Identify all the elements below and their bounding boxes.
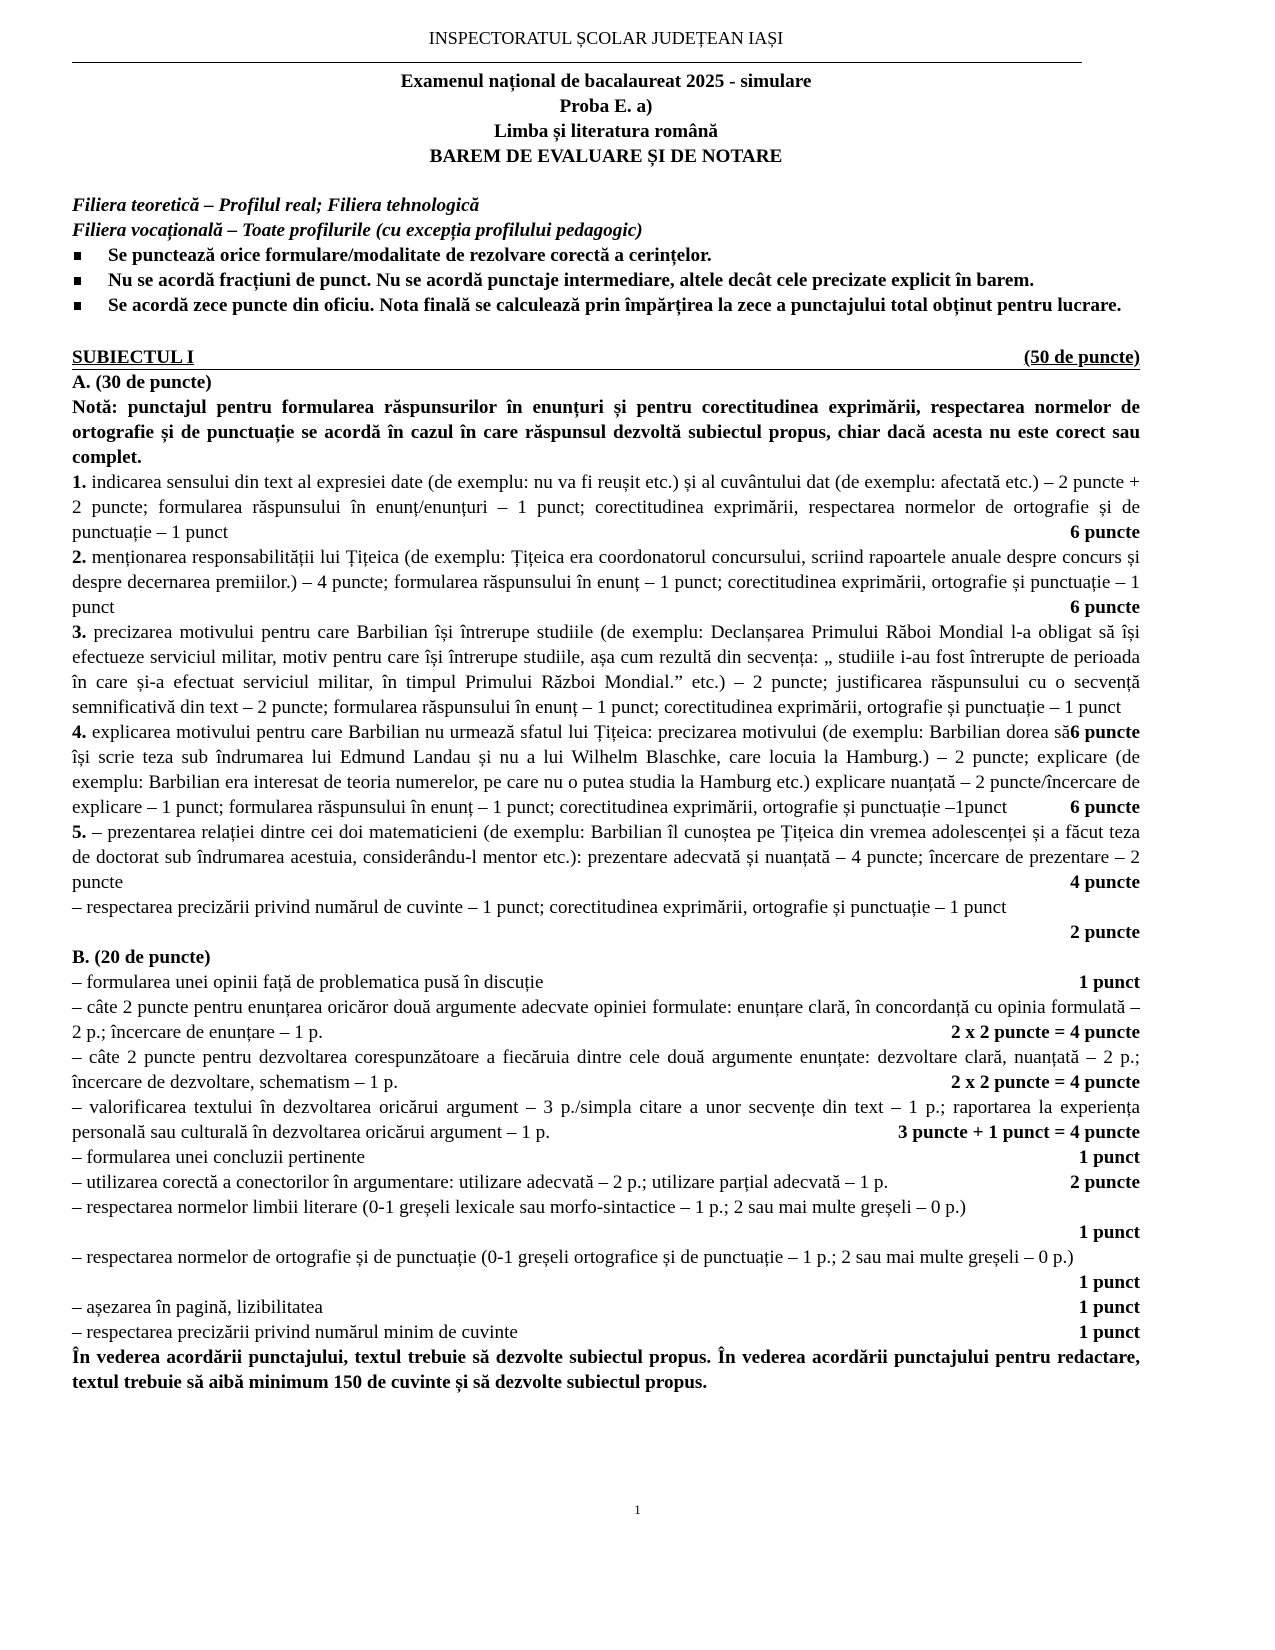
item-points: 1 punct: [1078, 1297, 1140, 1318]
scoring-item: [72, 995, 1140, 1045]
item-text: – formularea unei concluzii pertinente: [72, 1147, 366, 1168]
scoring-item: [72, 545, 1140, 620]
scoring-item: [72, 720, 1140, 820]
part-a-note: Notă: punctajul pentru formularea răspunsurilor în enunțuri și pentru corectitudinea exprimării, respectarea normelor de ortografie și de punctuație se acordă în cazul în care răspunsul dezvoltă subiectul propus, chiar dacă acesta nu este corect sau complet.: [72, 397, 1140, 468]
title-line: Limba și literatura română: [493, 121, 719, 142]
item-points: 2 puncte: [1070, 1172, 1140, 1193]
subject-points: (50 de puncte): [1023, 347, 1140, 368]
item-text: – respectarea precizării privind numărul minim de cuvinte: [72, 1322, 518, 1343]
document-title-block: [72, 69, 1140, 169]
item-points: 1 punct: [1078, 972, 1140, 993]
item-text: – utilizarea corectă a conectorilor în argumentare: utilizare adecvată – 2 p.; utilizare parțial adecvată – 1 p.: [72, 1172, 889, 1193]
rule-text: Se punctează orice formulare/modalitate de rezolvare corectă a cerințelor.: [108, 245, 712, 266]
subject-heading: [72, 346, 1140, 370]
item-number: 1.: [72, 472, 87, 493]
item-text: menționarea responsabilității lui Țițeica (de exemplu: Țițeica era coordonatorul concursului, scriind rapoartele anuale despre concurs și despre decernarea premiilor.) – 4 puncte; formularea răspunsului în enunț – 1 punct; corectitudinea exprimării, ortografie și punctuație – 1 punct: [72, 547, 1140, 618]
title-line: BAREM DE EVALUARE ȘI DE NOTARE: [429, 146, 783, 167]
part-a-items: [72, 470, 1140, 945]
item-points: 2 x 2 puncte = 4 puncte: [951, 1022, 1140, 1043]
scoring-item: [72, 1295, 1140, 1320]
institution-header: INSPECTORATUL ȘCOLAR JUDEȚEAN IAȘI: [428, 28, 784, 48]
rule-item: [72, 268, 1140, 293]
item-text: indicarea sensului din text al expresiei date (de exemplu: nu va fi reușit etc.) și al cuvântului dat (de exemplu: afectată etc.) – 2 puncte + 2 puncte; formularea răspunsului în enunț/enunțuri – 1 punct; corectitudinea exprimării, respectarea normelor de ortografie și de punctuație – 1 punct: [72, 472, 1140, 543]
item-points: 3 puncte + 1 punct = 4 puncte: [897, 1122, 1140, 1143]
page-number: 1: [634, 1502, 641, 1517]
scoring-item: [72, 1095, 1140, 1145]
scoring-item: [72, 820, 1140, 895]
item-points: 2 puncte: [1070, 922, 1140, 943]
item-points: 6 puncte: [1070, 797, 1140, 818]
item-points: 6 puncte: [1070, 597, 1140, 618]
rule-item: [72, 243, 1140, 268]
title-line: Proba E. a): [559, 96, 653, 117]
item-number: 4.: [72, 722, 87, 743]
scoring-item: [72, 1145, 1140, 1170]
item-text: – respectarea normelor de ortografie și de punctuație (0-1 greșeli ortografice și de punctuație – 1 p.; 2 sau mai multe greșeli – 0 p.): [72, 1247, 1074, 1268]
scoring-item: [72, 470, 1140, 545]
item-points: 1 punct: [1078, 1272, 1140, 1293]
filiera-block: [72, 193, 1140, 243]
document-page: [72, 26, 1140, 1395]
scoring-item: [72, 1320, 1140, 1345]
item-text: – respectarea normelor limbii literare (0-1 greșeli lexicale sau morfo-sintactice – 1 p.; 2 sau mai multe greșeli – 0 p.): [72, 1197, 967, 1218]
scoring-item: [72, 1170, 1140, 1195]
item-text: – câte 2 puncte pentru dezvoltarea corespunzătoare a fiecăruia dintre cele două argumente enunțate: dezvoltare clară, nuanțată – 2 p.; încercare de dezvoltare, schematism – 1 p.: [72, 1047, 1140, 1093]
header-rule: [72, 58, 1082, 63]
item-points: 1 punct: [1078, 1147, 1140, 1168]
item-points: 1 punct: [1078, 1222, 1140, 1243]
item-text: – respectarea precizării privind numărul de cuvinte – 1 punct; corectitudinea exprimării, ortografie și punctuație – 1 punct: [72, 897, 1007, 918]
filiera-line: Filiera teoretică – Profilul real; Filiera tehnologică: [72, 195, 480, 216]
rule-item: [72, 293, 1140, 318]
item-text: precizarea motivului pentru care Barbilian își întrerupe studiile (de exemplu: Declanșarea Primului Răboi Mondial l-a obligat să își efectueze serviciul militar, motiv pentru care își întrerupe studiile, așa cum rezultă din secvența: „ studiile i-au fost întrerupte de perioada în care și-a efectuat serviciul militar, în timpul Primului Război Mondial.” etc.) – 2 puncte; justificarea răspunsului cu o secvență semnificativă din text – 2 puncte; formularea răspunsului în enunț – 1 punct; corectitudinea exprimării, ortografie și punctuație – 1 punct: [72, 622, 1140, 718]
bullet-icon: [74, 277, 81, 285]
scoring-item: [72, 1045, 1140, 1095]
item-number: 2.: [72, 547, 87, 568]
item-points: 6 puncte: [1070, 522, 1140, 543]
item-points: 2 x 2 puncte = 4 puncte: [951, 1072, 1140, 1093]
filiera-line: Filiera vocațională – Toate profilurile (cu excepția profilului pedagogic): [72, 220, 643, 241]
item-text: – formularea unei opinii față de problematica pusă în discuție: [72, 972, 544, 993]
part-b-heading: B. (20 de puncte): [72, 947, 211, 968]
general-rules-list: [72, 243, 1140, 318]
item-text: – câte 2 puncte pentru enunțarea oricăror două argumente adecvate opiniei formulate: enunțare clară, în concordanță cu opinia formulată – 2 p.; încercare de enunțare – 1 p.: [72, 997, 1140, 1043]
title-line: Examenul național de bacalaureat 2025 - simulare: [400, 71, 812, 92]
item-number: 3.: [72, 622, 87, 643]
bullet-icon: [74, 302, 81, 310]
item-points: 4 puncte: [1070, 872, 1140, 893]
item-text: – valorificarea textului în dezvoltarea oricărui argument – 3 p./simpla citare a unor secvențe din text – 1 p.; raportarea la experiența personală sau culturală în dezvoltarea oricărui argument – 1 p.: [72, 1097, 1140, 1143]
scoring-item: [72, 895, 1140, 920]
scoring-item: [72, 1245, 1140, 1270]
final-note: În vederea acordării punctajului, textul trebuie să dezvolte subiectul propus. În vederea acordării punctajului pentru redactare, textul trebuie să aibă minimum 150 de cuvinte și să dezvolte subiectul propus.: [72, 1347, 1140, 1393]
bullet-icon: [74, 252, 81, 260]
item-text: – prezentarea relației dintre cei doi matematicieni (de exemplu: Barbilian îl cunoștea pe Țițeica din vremea adolescenței și a făcut teza de doctorat sub îndrumarea acestuia, considerându-l mentor etc.): prezentare adecvată și nuanțată – 4 puncte; încercare de prezentare – 2 puncte: [72, 822, 1140, 893]
item-text: explicarea motivului pentru care Barbilian nu urmează sfatul lui Țițeica: precizarea motivului (de exemplu: Barbilian dorea să își scrie teza sub îndrumarea lui Edmund Landau și nu a lui Wilhelm Blaschke, care locuia la Hamburg.) – 2 puncte; explicare (de exemplu: Barbilian era interesat de teoria numerelor, pe care nu o putea studia la Hamburg etc.) explicare nuanțată – 2 puncte/încercare de explicare – 1 punct; formularea răspunsului în enunț – 1 punct; corectitudinea exprimării, ortografie și punctuație –1punct: [72, 722, 1140, 818]
scoring-item: [72, 970, 1140, 995]
item-points: 1 punct: [1078, 1322, 1140, 1343]
rule-text: Se acordă zece puncte din oficiu. Nota finală se calculează prin împărțirea la zece a punctajului total obținut pentru lucrare.: [108, 295, 1122, 316]
scoring-item: [72, 620, 1140, 743]
subject-label: SUBIECTUL I: [72, 347, 195, 368]
item-points: 6 puncte: [1070, 722, 1140, 743]
rule-text: Nu se acordă fracțiuni de punct. Nu se acordă punctaje intermediare, altele decât cele precizate explicit în barem.: [108, 270, 1035, 291]
scoring-item: [72, 1195, 1140, 1220]
part-a-heading: A. (30 de puncte): [72, 372, 212, 393]
item-number: 5.: [72, 822, 87, 843]
part-b-items: [72, 970, 1140, 1345]
item-text: – așezarea în pagină, lizibilitatea: [72, 1297, 323, 1318]
